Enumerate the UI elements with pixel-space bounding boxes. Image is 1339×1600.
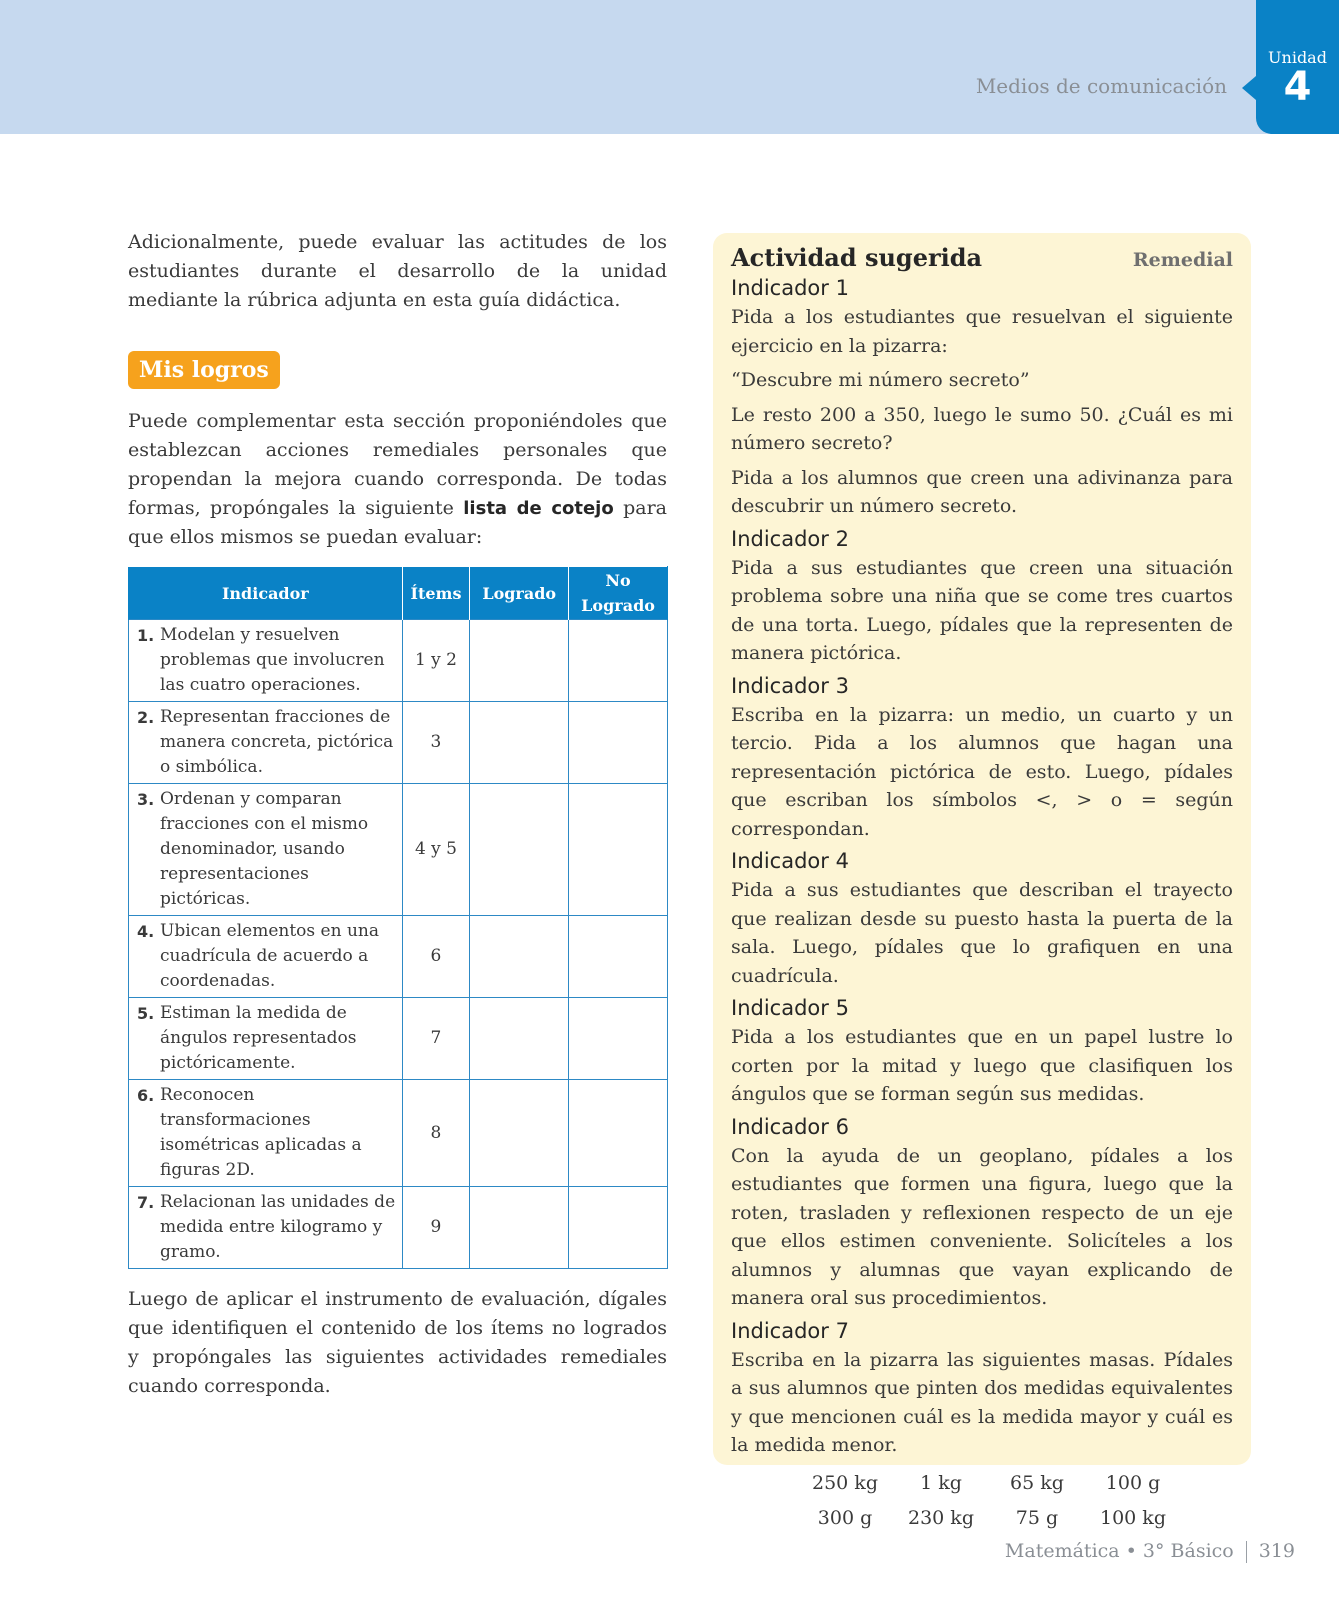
mis-logros-badge: Mis logros	[128, 351, 280, 389]
table-row	[129, 1080, 668, 1187]
indicator-paragraph: Escriba en la pizarra las siguientes masas. Pídales a sus alumnos que pinten dos medidas equivalentes y que mencionen cuál es la medida mayor y cuál es la medida menor.	[731, 1348, 1233, 1456]
footer-separator	[1246, 1541, 1247, 1563]
indicator-text: Modelan y resuelven problemas que involucren las cuatro operaciones.	[160, 625, 385, 695]
logrado-cell[interactable]	[470, 784, 569, 916]
items-cell: 4 y 5	[402, 784, 470, 916]
indicator-heading: Indicador 7	[731, 1318, 849, 1343]
indicator-number: 3.	[137, 790, 155, 809]
items-cell: 9	[402, 1187, 470, 1269]
header-indicador: Indicador	[129, 567, 403, 620]
no-logrado-cell[interactable]	[569, 1187, 668, 1269]
indicator-cell	[129, 620, 403, 702]
left-column	[128, 228, 667, 1401]
indicator-text: Estiman la medida de ángulos representados pictóricamente.	[160, 1003, 357, 1073]
items-cell: 7	[402, 998, 470, 1080]
header-items: Ítems	[402, 567, 470, 620]
remedial-tag: Remedial	[1132, 249, 1233, 271]
activity-title: Actividad sugerida	[731, 243, 983, 272]
mass-value: 250 kg	[812, 1471, 878, 1494]
table-row	[129, 620, 668, 702]
checklist-paragraph	[128, 407, 667, 552]
checklist-text-before: Puede complementar esta sección proponiéndoles que establezcan acciones remediales personales que propendan la mejora cuando corresponda. De todas formas, propóngales la siguiente	[128, 410, 667, 519]
indicator-number: 5.	[137, 1004, 155, 1023]
checklist-bold: lista de cotejo	[463, 498, 614, 519]
page-number: 319	[1258, 1540, 1295, 1562]
indicator-cell	[129, 1187, 403, 1269]
table-row	[129, 916, 668, 998]
checklist-table	[128, 566, 668, 1269]
indicator-number: 4.	[137, 922, 155, 941]
indicator-number: 6.	[137, 1086, 155, 1105]
no-logrado-cell[interactable]	[569, 1080, 668, 1187]
indicator-paragraph: “Descubre mi número secreto”	[731, 369, 1030, 391]
logrado-cell[interactable]	[470, 916, 569, 998]
unit-label: Unidad	[1268, 48, 1327, 67]
page-footer	[1005, 1540, 1295, 1563]
mass-value: 230 kg	[908, 1506, 974, 1529]
indicator-cell	[129, 998, 403, 1080]
indicator-text: Ubican elementos en una cuadrícula de acuerdo a coordenadas.	[160, 921, 379, 991]
logrado-cell[interactable]	[470, 1187, 569, 1269]
indicator-number: 2.	[137, 708, 155, 727]
logrado-cell[interactable]	[470, 620, 569, 702]
indicator-cell	[129, 916, 403, 998]
table-row	[129, 998, 668, 1080]
indicator-heading: Indicador 3	[731, 673, 849, 698]
unit-number: 4	[1283, 64, 1312, 110]
no-logrado-cell[interactable]	[569, 998, 668, 1080]
checklist-text-after: para que ellos mismos se puedan evaluar:	[128, 497, 667, 548]
items-cell: 3	[402, 702, 470, 784]
indicator-paragraph: Pida a sus estudiantes que describan el trayecto que realizan desde su puesto hasta la puerta de la sala. Luego, pídales que lo grafiquen en una cuadrícula.	[731, 879, 1233, 987]
header-no-logrado: No Logrado	[569, 567, 668, 620]
no-logrado-cell[interactable]	[569, 620, 668, 702]
table-header-row	[129, 567, 668, 620]
indicator-paragraph: Con la ayuda de un geoplano, pídales a los estudiantes que formen una figura, luego que la roten, trasladen y reflexionen respecto de un eje que ellos estimen conveniente. Solicíteles a los alumnos y alumnas que vayan explicando de manera oral sus procedimientos.	[731, 1144, 1233, 1309]
intro-paragraph: Adicionalmente, puede evaluar las actitudes de los estudiantes durante el desarrollo de la unidad mediante la rúbrica adjunta en esta guía didáctica.	[128, 231, 667, 311]
logrado-cell[interactable]	[470, 702, 569, 784]
indicator-list	[731, 276, 1233, 1460]
mass-value: 100 g	[1105, 1471, 1161, 1494]
mass-value: 65 kg	[1010, 1471, 1064, 1494]
activity-box	[713, 233, 1251, 1529]
no-logrado-cell[interactable]	[569, 916, 668, 998]
table-row	[129, 702, 668, 784]
header-band	[0, 0, 1339, 134]
items-cell: 8	[402, 1080, 470, 1187]
indicator-paragraph: Pida a los estudiantes que resuelvan el siguiente ejercicio en la pizarra:	[731, 306, 1233, 357]
indicator-paragraph: Le resto 200 a 350, luego le sumo 50. ¿Cuál es mi número secreto?	[731, 403, 1233, 454]
no-logrado-cell[interactable]	[569, 702, 668, 784]
indicator-number: 1.	[137, 626, 155, 645]
logrado-cell[interactable]	[470, 1080, 569, 1187]
indicator-cell	[129, 702, 403, 784]
indicator-cell	[129, 1080, 403, 1187]
indicator-heading: Indicador 5	[731, 996, 849, 1020]
mass-value: 1 kg	[920, 1471, 962, 1494]
indicator-heading: Indicador 6	[731, 1114, 849, 1139]
masses-grid	[731, 1466, 1233, 1536]
masses-row	[731, 1501, 1233, 1536]
items-cell: 6	[402, 916, 470, 998]
indicator-text: Ordenan y comparan fracciones con el mismo denominador, usando representaciones pictóricas.	[160, 789, 369, 909]
indicator-heading: Indicador 1	[731, 276, 849, 300]
indicator-paragraph: Pida a los alumnos que creen una adivinanza para descubrir un número secreto.	[731, 466, 1233, 517]
closing-paragraph: Luego de aplicar el instrumento de evaluación, dígales que identifiquen el contenido de los ítems no logrados y propóngales las siguientes actividades remediales cuando corresponda.	[128, 1288, 667, 1397]
masses-row	[731, 1466, 1233, 1501]
indicator-heading: Indicador 4	[731, 849, 849, 873]
logrado-cell[interactable]	[470, 998, 569, 1080]
mass-value: 75 g	[1015, 1506, 1059, 1529]
mass-value: 100 kg	[1100, 1506, 1166, 1529]
mass-value: 300 g	[817, 1506, 873, 1529]
header-logrado: Logrado	[470, 567, 569, 620]
activity-header	[731, 243, 1233, 272]
indicator-text: Relacionan las unidades de medida entre kilogramo y gramo.	[160, 1192, 396, 1262]
unit-tab	[1256, 0, 1339, 134]
table-row	[129, 784, 668, 916]
section-title: Medios de comunicación	[975, 74, 1227, 98]
indicator-heading: Indicador 2	[731, 526, 849, 551]
indicator-paragraph: Escriba en la pizarra: un medio, un cuarto y un tercio. Pida a los alumnos que hagan una representación pictórica de esto. Luego, pídales que escriban los símbolos <, > o = según correspondan.	[731, 703, 1233, 840]
indicator-text: Representan fracciones de manera concreta, pictórica o simbólica.	[160, 707, 394, 777]
indicator-cell	[129, 784, 403, 916]
indicator-number: 7.	[137, 1193, 155, 1212]
table-row	[129, 1187, 668, 1269]
indicator-text: Reconocen transformaciones isométricas aplicadas a figuras 2D.	[160, 1085, 362, 1180]
footer-subject: Matemática • 3° Básico	[1004, 1540, 1234, 1562]
indicator-paragraph: Pida a los estudiantes que en un papel lustre lo corten por la mitad y luego que clasifiquen los ángulos que se forman según sus medidas.	[731, 1026, 1233, 1105]
no-logrado-cell[interactable]	[569, 784, 668, 916]
indicator-paragraph: Pida a sus estudiantes que creen una situación problema sobre una niña que se come tres cuartos de una torta. Luego, pídales que la representen de manera pictórica.	[731, 556, 1233, 664]
items-cell: 1 y 2	[402, 620, 470, 702]
